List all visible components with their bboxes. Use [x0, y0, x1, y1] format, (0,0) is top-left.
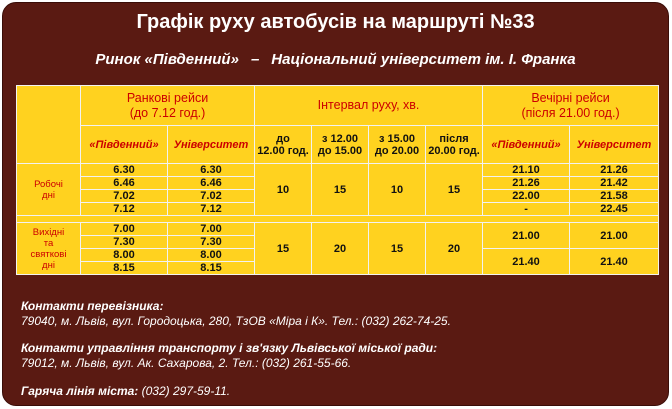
morning-header-label: Ранкові рейси	[126, 90, 209, 105]
page-title: Графік руху автобусів на маршруті №33	[136, 11, 535, 33]
time-cell: 21.26	[570, 164, 659, 177]
interval-col-line: з 15.00	[378, 132, 416, 145]
col-pivdennyi-morning: «Південний»	[81, 126, 168, 164]
evening-header-label: Вечірні рейси	[531, 90, 610, 105]
col-interval-3	[369, 126, 426, 164]
time-cell: 6.30	[81, 164, 168, 177]
time-cell: 6.46	[168, 177, 255, 190]
time-cell: 7.02	[168, 190, 255, 203]
schedule-card	[2, 2, 669, 406]
time-cell: 22.45	[570, 203, 659, 216]
time-cell: 21.40	[570, 249, 659, 275]
time-cell: 21.26	[483, 177, 570, 190]
time-cell: 7.12	[81, 203, 168, 216]
admin-contacts	[21, 341, 437, 371]
time-cell: 21.00	[483, 223, 570, 249]
header-corner	[17, 86, 81, 164]
carrier-contacts	[21, 299, 451, 329]
interval-cell: 20	[426, 223, 483, 275]
interval-col-line: з 12.00	[321, 132, 359, 145]
hotline	[21, 384, 230, 399]
workdays-label	[17, 164, 81, 216]
morning-header	[81, 86, 255, 126]
time-cell: 21.58	[570, 190, 659, 203]
interval-header: Інтервал руху, хв.	[255, 86, 483, 126]
admin-title: Контакти управління транспорту і зв'язку Львівської міської ради:	[21, 341, 438, 355]
col-universytet-evening: Університет	[570, 126, 659, 164]
interval-col-line: до	[276, 132, 290, 145]
time-cell: 6.46	[81, 177, 168, 190]
hotline-number: (032) 297-59-11.	[141, 384, 231, 398]
table-row	[17, 223, 659, 236]
time-cell: 7.00	[81, 223, 168, 236]
time-cell: 6.30	[168, 164, 255, 177]
day-label-line: святкові	[30, 248, 67, 260]
time-cell: -	[483, 203, 570, 216]
day-label-line: дні	[42, 259, 55, 271]
header-row-columns	[17, 126, 659, 164]
table-separator	[17, 216, 659, 223]
time-cell: 7.02	[81, 190, 168, 203]
schedule-table	[16, 85, 659, 275]
table-row	[17, 164, 659, 177]
interval-col-line: після	[439, 132, 469, 145]
time-cell: 7.30	[81, 236, 168, 249]
evening-header	[483, 86, 659, 126]
interval-cell: 10	[369, 164, 426, 216]
hotline-title: Гаряча лінія міста:	[21, 384, 139, 398]
separator-cell	[17, 216, 659, 223]
time-cell: 22.00	[483, 190, 570, 203]
route-subtitle	[3, 51, 668, 68]
day-label-line: Робочі	[34, 178, 63, 190]
time-cell: 7.12	[168, 203, 255, 216]
interval-cell: 20	[312, 223, 369, 275]
col-interval-2	[312, 126, 369, 164]
time-cell: 21.42	[570, 177, 659, 190]
time-cell: 8.00	[168, 249, 255, 262]
interval-cell: 15	[255, 223, 312, 275]
route-dash: –	[250, 51, 260, 68]
col-universytet-morning: Університет	[168, 126, 255, 164]
day-label-line: дні	[42, 189, 55, 201]
carrier-text: 79040, м. Львів, вул. Городоцька, 280, ТзОВ «Міра і К». Тел.: (032) 262-74-25.	[21, 314, 451, 328]
route-from: Ринок «Південний»	[95, 51, 239, 68]
day-label-line: Вихідні	[32, 226, 65, 238]
time-cell: 21.10	[483, 164, 570, 177]
interval-col-line: 20.00 год.	[428, 144, 480, 157]
col-interval-4	[426, 126, 483, 164]
col-interval-1	[255, 126, 312, 164]
col-pivdennyi-evening: «Південний»	[483, 126, 570, 164]
admin-text: 79012, м. Львів, вул. Ак. Сахарова, 2. Тел.: (032) 261-55-66.	[21, 356, 352, 370]
day-label-line: та	[43, 237, 54, 249]
header-row-groups	[17, 86, 659, 126]
morning-header-sub: (до 7.12 год.)	[129, 105, 206, 120]
time-cell: 7.30	[168, 236, 255, 249]
time-cell: 21.00	[570, 223, 659, 249]
time-cell: 8.15	[168, 262, 255, 275]
evening-header-sub: (після 21.00 год.)	[521, 105, 620, 120]
interval-cell: 15	[369, 223, 426, 275]
interval-col-line: 12.00 год.	[257, 144, 309, 157]
carrier-title: Контакти перевізника:	[21, 299, 164, 313]
weekends-label	[17, 223, 81, 275]
time-cell: 8.15	[81, 262, 168, 275]
interval-col-line: до 15.00	[317, 144, 363, 157]
interval-cell: 10	[255, 164, 312, 216]
time-cell: 7.00	[168, 223, 255, 236]
route-to: Національний університет ім. І. Франка	[271, 51, 576, 68]
interval-cell: 15	[312, 164, 369, 216]
interval-col-line: до 20.00	[374, 144, 420, 157]
time-cell: 21.40	[483, 249, 570, 275]
interval-cell: 15	[426, 164, 483, 216]
time-cell: 8.00	[81, 249, 168, 262]
